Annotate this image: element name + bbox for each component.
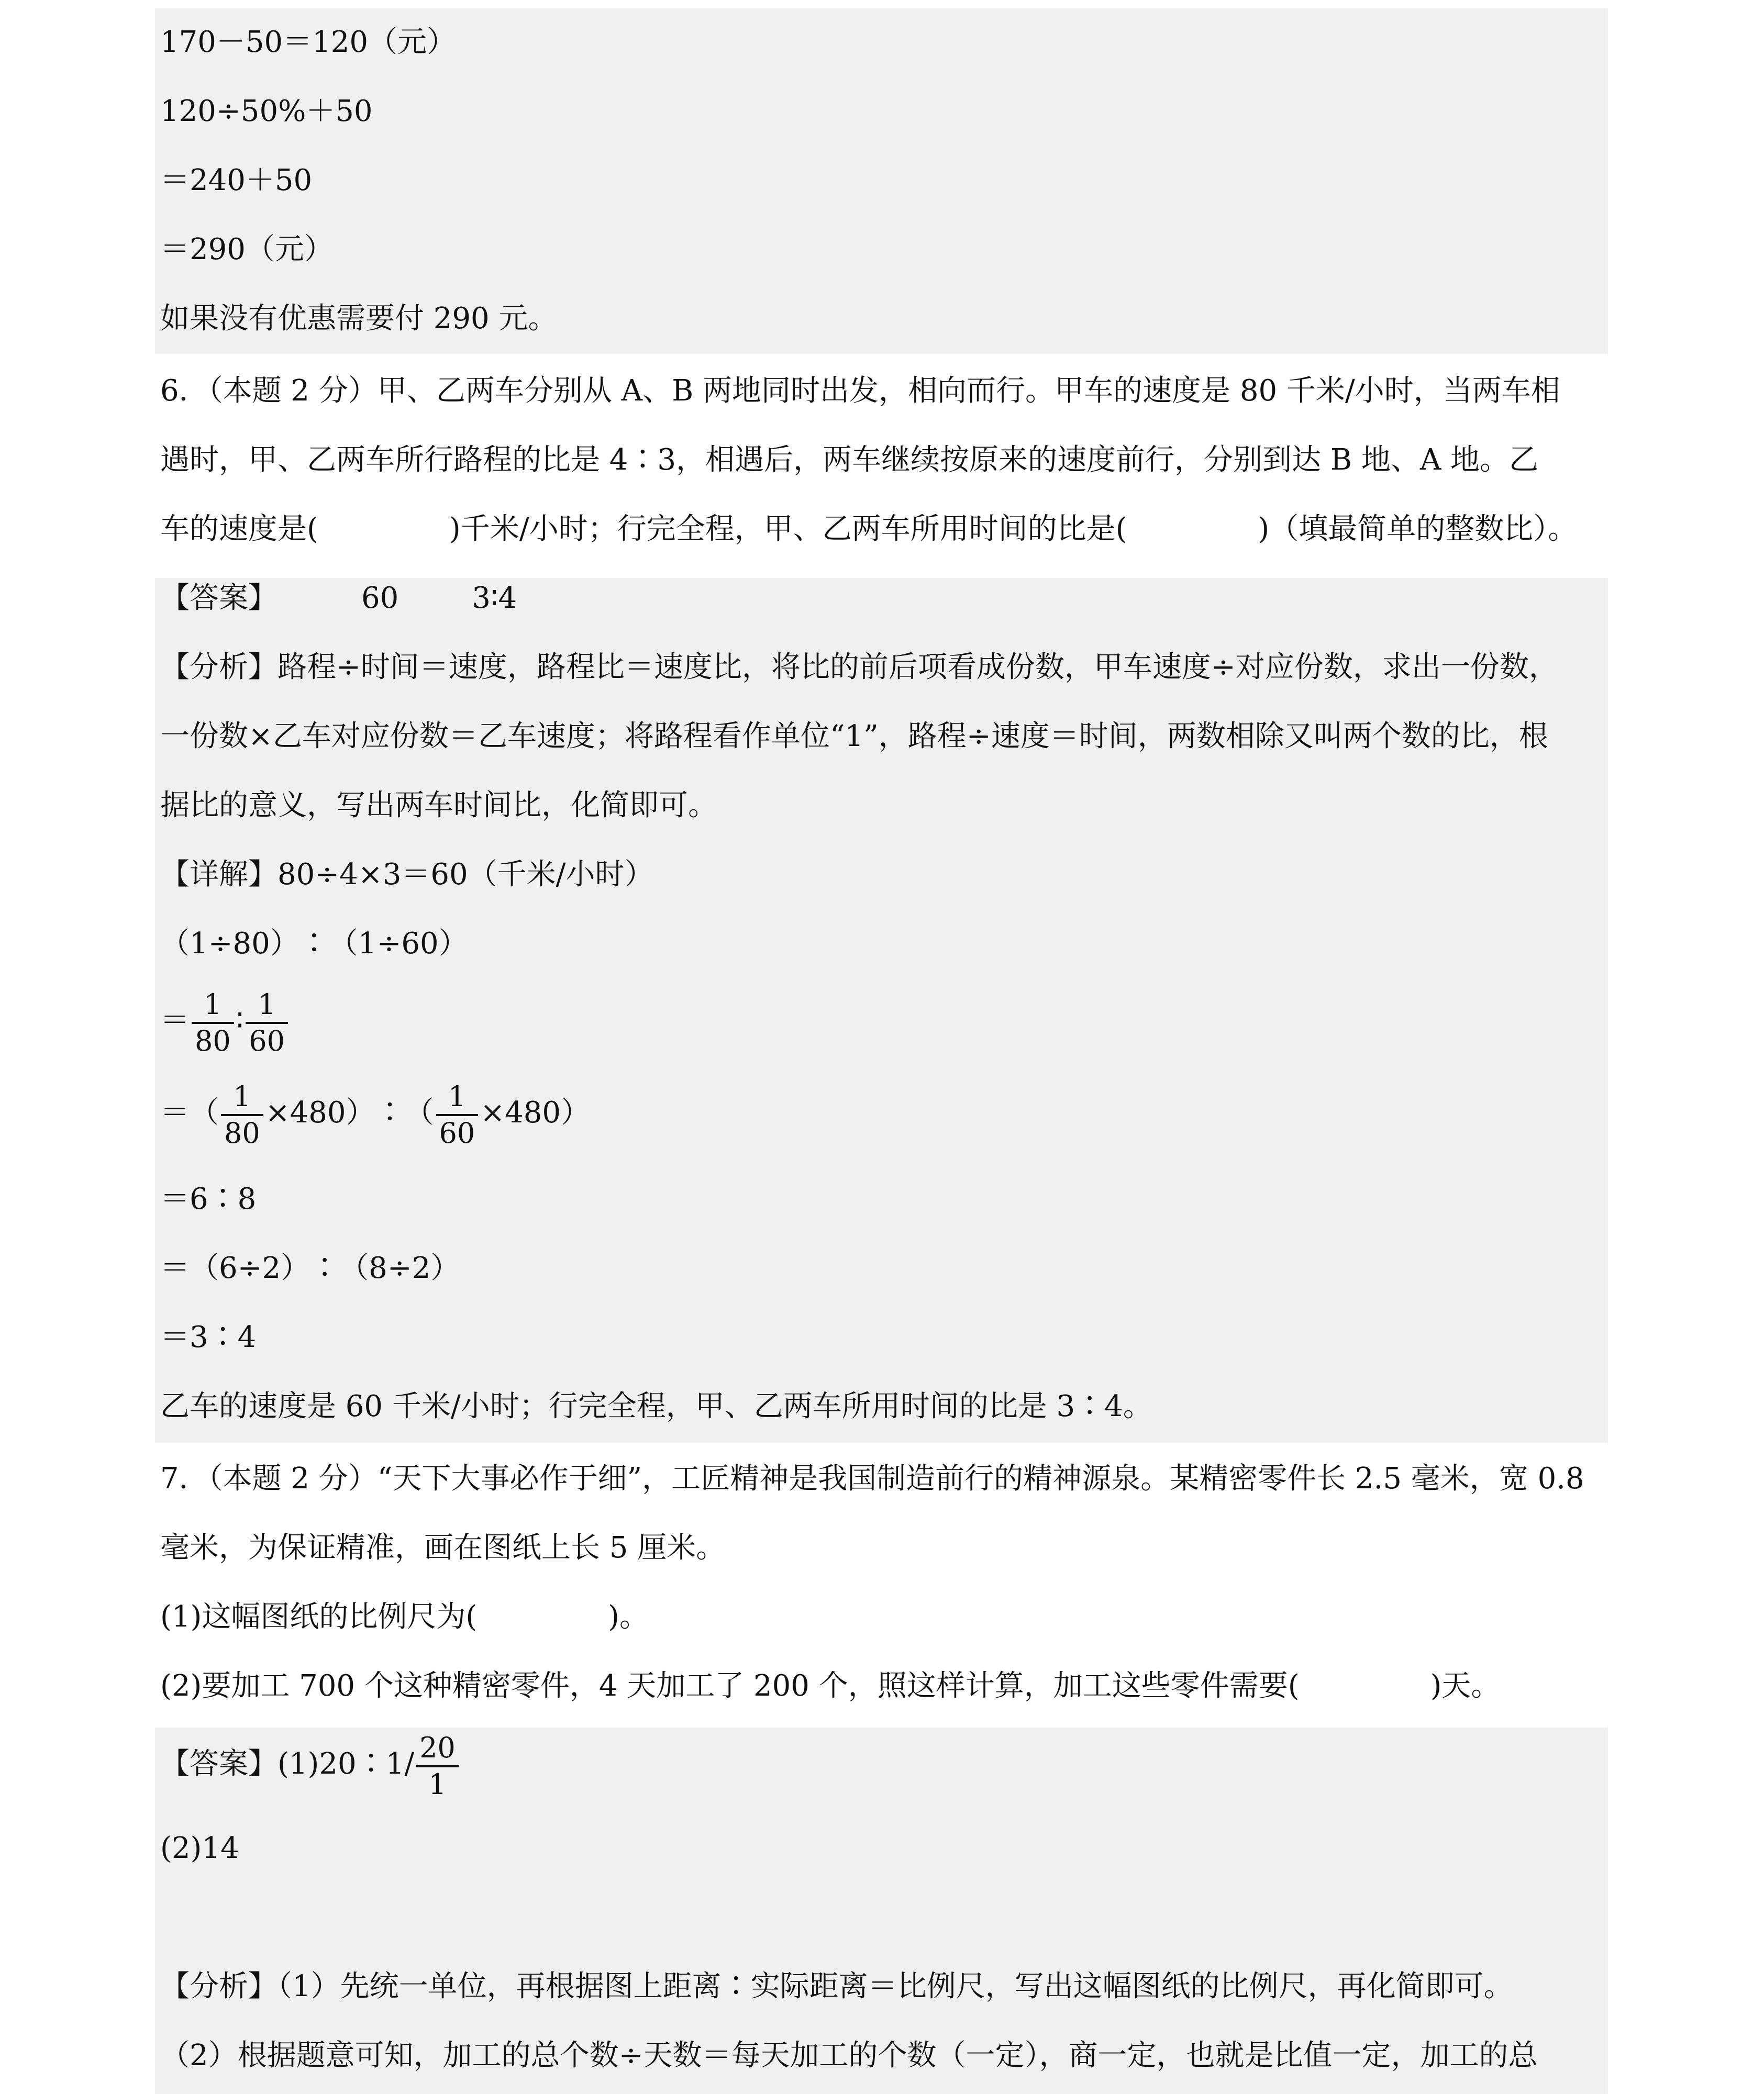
solution-line: ＝240＋50 xyxy=(160,163,313,197)
solution-conclusion: 如果没有优惠需要付 290 元。 xyxy=(160,302,558,336)
q6-analysis-line: 据比的意义，写出两车时间比，化简即可。 xyxy=(160,788,717,822)
answer-value: 60 xyxy=(361,581,399,615)
solution-line: ＝290（元） xyxy=(160,232,334,266)
fraction-numerator: 1 xyxy=(246,987,288,1024)
fraction xyxy=(416,1731,459,1802)
fraction xyxy=(436,1079,479,1151)
paren-open: （ xyxy=(190,1096,219,1130)
fraction-denominator: 1 xyxy=(428,1767,447,1801)
q7-text-part: (1)这幅图纸的比例尺为( xyxy=(160,1600,478,1634)
q7-text-part: )天。 xyxy=(1430,1669,1501,1703)
q7-answer xyxy=(160,1728,461,1802)
q6-text-line: 6．（本题 2 分）甲、乙两车分别从 A、B 两地同时出发，相向而行。甲车的速度是 80 千米/小时，当两车相 xyxy=(160,374,1560,408)
fraction xyxy=(221,1079,263,1151)
q7-subquestion xyxy=(160,1668,1500,1705)
solution-line: 120÷50%＋50 xyxy=(160,94,373,128)
answer-text: 【答案】(1)20∶1/ xyxy=(160,1747,415,1781)
q7-text-line: 7．（本题 2 分）“天下大事必作于细”，工匠精神是我国制造前行的精神源泉。某精密零件长 2.5 毫米，宽 0.8 xyxy=(160,1462,1584,1496)
fraction-numerator: 1 xyxy=(221,1079,263,1116)
q6-analysis-line: 一份数×乙车对应份数＝乙车速度；将路程看作单位“1”，路程÷速度＝时间，两数相除又叫两个数的比，根 xyxy=(160,719,1548,753)
q7-answer-2: (2)14 xyxy=(160,1831,239,1865)
q7-text-line: 毫米，为保证精准，画在图纸上长 5 厘米。 xyxy=(160,1531,726,1565)
answer-value: 3∶4 xyxy=(472,581,517,615)
fraction-numerator: 1 xyxy=(436,1079,479,1116)
q6-detail-fraction-line xyxy=(160,1076,590,1151)
fraction xyxy=(192,987,234,1059)
q6-text-line xyxy=(160,511,1577,548)
q6-detail-line: ＝6∶8 xyxy=(160,1182,257,1216)
q6-answer-block xyxy=(155,578,1608,1443)
fraction-denominator: 60 xyxy=(439,1116,475,1150)
equals-sign: ＝ xyxy=(160,1004,190,1038)
q6-text-line: 遇时，甲、乙两车所行路程的比是 4∶3，相遇后，两车继续按原来的速度前行，分别到达 B 地、A 地。乙 xyxy=(160,443,1539,477)
fraction-denominator: 60 xyxy=(249,1024,285,1057)
q6-answer xyxy=(160,580,517,617)
q7-text-part: (2)要加工 700 个这种精密零件，4 天加工了 200 个，照这样计算，加工这些零件需要( xyxy=(160,1669,1300,1703)
fraction-numerator: 1 xyxy=(192,987,234,1024)
q7-analysis-line: 【分析】（1）先统一单位，再根据图上距离∶实际距离＝比例尺，写出这幅图纸的比例尺，再化简即可。 xyxy=(160,1969,1513,2003)
q6-text-part: )（填最简单的整数比）。 xyxy=(1258,512,1578,546)
fraction-denominator: 80 xyxy=(195,1024,231,1057)
fraction-numerator: 20 xyxy=(416,1731,459,1767)
q6-detail-line: （1÷80）∶（1÷60） xyxy=(160,927,468,961)
ratio-colon: ∶ xyxy=(236,1004,244,1038)
solution-line: 170－50＝120（元） xyxy=(160,25,457,59)
times-480: ×480） xyxy=(480,1096,591,1130)
q6-detail-fraction-line xyxy=(160,984,290,1059)
q7-subquestion xyxy=(160,1599,649,1635)
q6-text-part: )千米/小时；行完全程，甲、乙两车所用时间的比是( xyxy=(449,512,1127,546)
q6-detail-line: 【详解】80÷4×3＝60（千米/小时） xyxy=(160,857,654,892)
q6-text-part: 车的速度是( xyxy=(160,512,318,546)
paren-open: （ xyxy=(404,1096,434,1130)
times-480: ×480） xyxy=(265,1096,375,1130)
answer-label: 【答案】 xyxy=(160,581,278,615)
ratio-colon: ∶ xyxy=(375,1096,405,1130)
q6-analysis-line: 【分析】路程÷时间＝速度，路程比＝速度比，将比的前后项看成份数，甲车速度÷对应份数，求出一份数， xyxy=(160,650,1558,684)
q6-conclusion: 乙车的速度是 60 千米/小时；行完全程，甲、乙两车所用时间的比是 3∶4。 xyxy=(160,1389,1152,1423)
q6-detail-line: ＝3∶4 xyxy=(160,1320,257,1354)
q6-detail-line: ＝（6÷2）∶（8÷2） xyxy=(160,1251,460,1285)
fraction xyxy=(246,987,288,1059)
q7-text-part: )。 xyxy=(608,1600,649,1634)
equals-sign: ＝ xyxy=(160,1096,190,1130)
fraction-denominator: 80 xyxy=(224,1116,260,1150)
q7-analysis-line: （2）根据题意可知，加工的总个数÷天数＝每天加工的个数（一定），商一定，也就是比值一定，加工的总 xyxy=(160,2039,1538,2073)
